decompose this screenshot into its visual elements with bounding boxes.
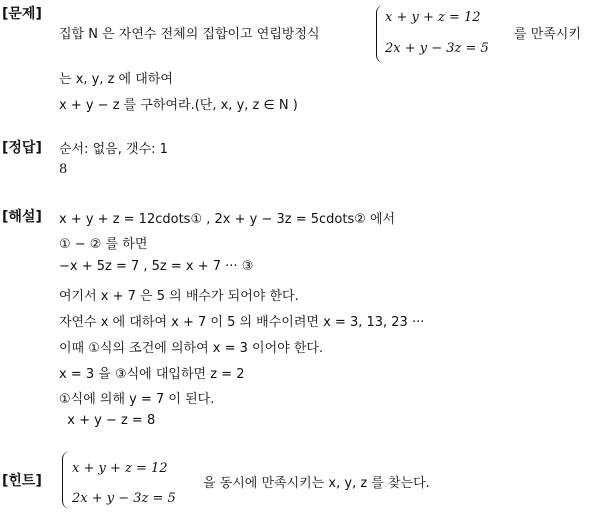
- problem-label: [문제]: [2, 6, 42, 22]
- answer-meta: 순서: 없음, 갯수: 1: [59, 142, 168, 157]
- solution-line: 자연수 x 에 대하여 x + 7 이 5 의 배수이려면 x = 3, 13, 23 ···: [59, 315, 425, 330]
- system-equation-1: x + y + z = 12: [385, 10, 481, 25]
- system-equation-2: 2x + y − 3z = 5: [385, 41, 489, 56]
- solution-line: 이때 ①식의 조건에 의하여 x = 3 이어야 한다.: [59, 341, 324, 356]
- hint-equation-1: x + y + z = 12: [72, 461, 168, 476]
- solution-line: ①식에 의해 y = 7 이 된다.: [59, 392, 215, 407]
- solution-line: x + y + z = 12cdots① , 2x + y − 3z = 5cdots② 에서: [59, 212, 396, 227]
- hint-system-brace: [62, 451, 71, 509]
- problem-after-system: 를 만족시키: [514, 27, 581, 42]
- problem-line-3: x + y − z 를 구하여라.(단, x, y, z ∈ N ): [59, 98, 298, 113]
- solution-label: [해설]: [2, 209, 42, 225]
- solution-line: x = 3 을 ③식에 대입하면 z = 2: [59, 367, 245, 382]
- hint-equation-2: 2x + y − 3z = 5: [72, 491, 176, 506]
- answer-value: 8: [59, 162, 68, 177]
- solution-line: x + y − z = 8: [59, 413, 156, 428]
- problem-intro: 집합 N 은 자연수 전체의 집합이고 연립방정식: [59, 27, 320, 42]
- system-brace: [376, 5, 385, 63]
- hint-label: [힌트]: [2, 473, 42, 489]
- hint-text: 을 동시에 만족시키는 x, y, z 를 찾는다.: [203, 476, 430, 491]
- solution-line: 여기서 x + 7 은 5 의 배수가 되어야 한다.: [59, 289, 299, 304]
- solution-line: −x + 5z = 7 , 5z = x + 7 ··· ③: [59, 259, 254, 274]
- answer-label: [정답]: [2, 140, 42, 156]
- problem-line-2: 는 x, y, z 에 대하여: [59, 72, 173, 87]
- solution-line: ① − ② 를 하면: [59, 237, 148, 252]
